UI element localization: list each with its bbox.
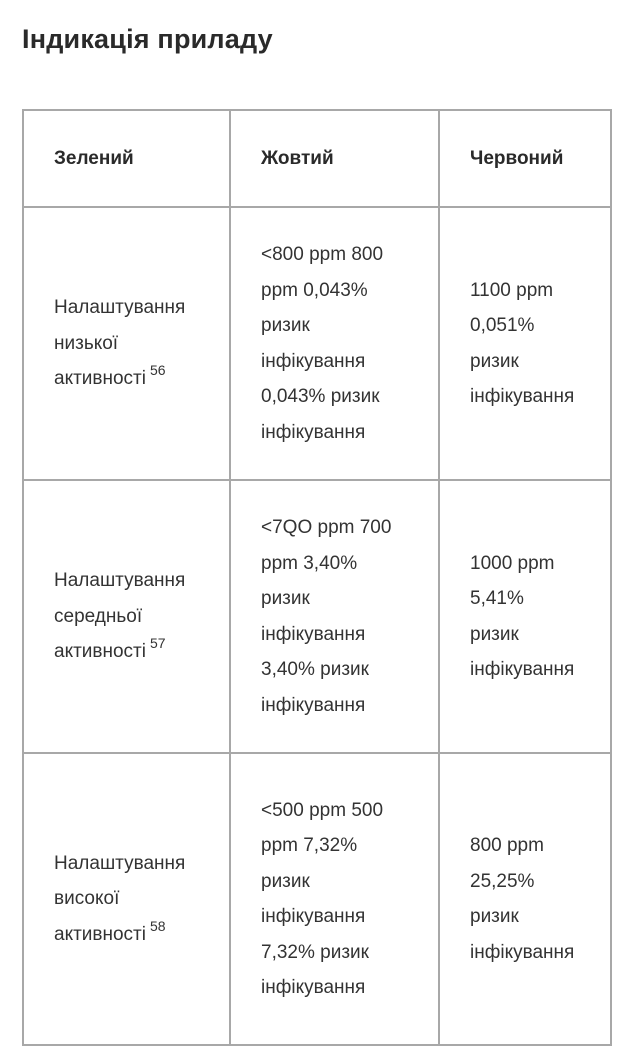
header-yellow: Жовтий <box>230 110 439 207</box>
header-red: Червоний <box>439 110 611 207</box>
header-green: Зелений <box>23 110 230 207</box>
row-label-cell <box>23 753 230 1045</box>
row-label-text: Налаштування середньої активності <box>54 570 186 663</box>
red-value: 800 ppm 25,25% ризик інфікування <box>470 835 575 963</box>
row-label <box>54 563 229 670</box>
page-title: Індикація приладу <box>22 24 273 54</box>
red-cell <box>439 480 611 753</box>
yellow-value: <800 ppm 800 ppm 0,043% ризик інфікування 0,043% ризик інфікування <box>261 244 384 443</box>
footnote-ref: 56 <box>150 362 166 379</box>
row-label-text: Налаштування низької активності <box>54 297 186 390</box>
footnote-ref: 57 <box>150 635 166 652</box>
red-cell <box>439 207 611 480</box>
row-label-text: Налаштування високої активності <box>54 852 186 945</box>
yellow-cell <box>230 207 439 480</box>
yellow-value: <500 ppm 500 ppm 7,32% ризик інфікування 7,32% ризик інфікування <box>261 799 384 998</box>
red-value: 1000 ppm 5,41% ризик інфікування <box>470 552 575 680</box>
footnote-ref: 58 <box>150 917 166 934</box>
row-label <box>54 290 229 397</box>
device-indication-table <box>22 109 612 1046</box>
row-label <box>54 846 229 953</box>
yellow-cell <box>230 480 439 753</box>
table-row <box>23 480 611 753</box>
red-value: 1100 ppm 0,051% ризик інфікування <box>470 279 575 407</box>
yellow-cell <box>230 753 439 1045</box>
table-row <box>23 753 611 1045</box>
row-label-cell <box>23 480 230 753</box>
red-cell <box>439 753 611 1045</box>
table-row <box>23 207 611 480</box>
table-header-row <box>23 110 611 207</box>
row-label-cell <box>23 207 230 480</box>
yellow-value: <7QO ppm 700 ppm 3,40% ризик інфікування 3,40% ризик інфікування <box>261 517 392 716</box>
